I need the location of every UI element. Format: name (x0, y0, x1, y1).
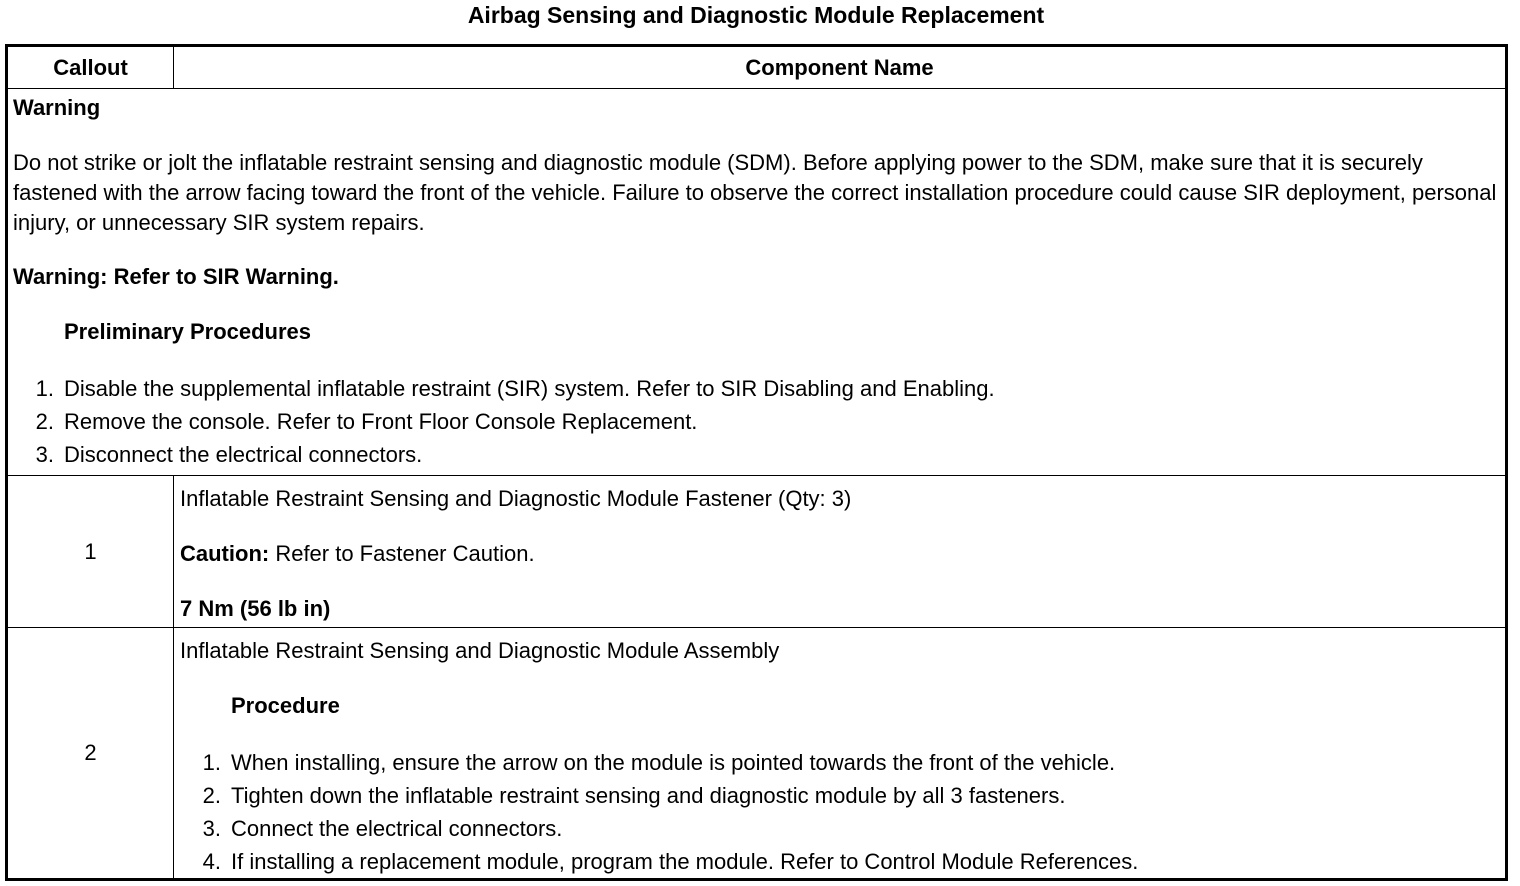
preliminary-heading: Preliminary Procedures (64, 319, 312, 344)
list-item (180, 779, 1499, 812)
callout-header: Callout (7, 46, 174, 89)
step-text: Remove the console. Refer to Front Floor Console Replacement. (64, 409, 698, 434)
caution-label: Caution: (180, 541, 270, 566)
table-header-row (7, 46, 1507, 89)
list-item (180, 812, 1499, 845)
list-item (13, 438, 1499, 471)
step-text: If installing a replacement module, program the module. Refer to Control Module References. (231, 849, 1139, 874)
callout-cell: 2 (7, 628, 174, 880)
list-item (180, 845, 1499, 878)
step-text: Disconnect the electrical connectors. (64, 442, 423, 467)
warning-refer: Warning: Refer to SIR Warning. (13, 264, 339, 289)
torque-spec: 7 Nm (56 lb in) (180, 596, 331, 621)
caution-line (180, 539, 1499, 569)
step-number: 2. (35, 409, 54, 434)
page-title: Airbag Sensing and Diagnostic Module Replacement (467, 2, 1045, 28)
component-name: Inflatable Restraint Sensing and Diagnostic Module Fastener (Qty: 3) (180, 486, 852, 511)
procedure-heading: Procedure (231, 693, 340, 718)
step-number: 1. (202, 750, 221, 775)
list-item (180, 746, 1499, 779)
step-text: Disable the supplemental inflatable restraint (SIR) system. Refer to SIR Disabling and Enabling. (64, 376, 995, 401)
step-number: 4. (202, 849, 221, 874)
callout-cell: 1 (7, 476, 174, 628)
component-name-header: Component Name (174, 46, 1507, 89)
warning-heading: Warning (13, 95, 101, 120)
warning-body: Do not strike or jolt the inflatable restraint sensing and diagnostic module (SDM). Before applying power to the SDM, make sure that it is securely fastened with the arrow facing toward the front of the vehicle. Failure to observe the correct installation procedure could cause SIR deployment, personal injury, or unnecessary SIR system repairs. (13, 150, 1497, 235)
step-number: 3. (202, 816, 221, 841)
warning-row (7, 89, 1507, 476)
step-text: Tighten down the inflatable restraint sensing and diagnostic module by all 3 fasteners. (231, 783, 1066, 808)
table-row (7, 628, 1507, 880)
component-cell (174, 476, 1507, 628)
procedure-steps (180, 746, 1499, 878)
component-table (5, 44, 1508, 881)
step-number: 1. (35, 376, 54, 401)
component-cell (174, 628, 1507, 880)
step-number: 2. (202, 783, 221, 808)
list-item (13, 405, 1499, 438)
caution-text: Refer to Fastener Caution. (269, 541, 535, 566)
table-row (7, 476, 1507, 628)
warning-cell (7, 89, 1507, 476)
step-text: When installing, ensure the arrow on the module is pointed towards the front of the vehicle. (231, 750, 1116, 775)
preliminary-steps (13, 372, 1499, 471)
component-name: Inflatable Restraint Sensing and Diagnostic Module Assembly (180, 638, 780, 663)
list-item (13, 372, 1499, 405)
step-number: 3. (35, 442, 54, 467)
step-text: Connect the electrical connectors. (231, 816, 563, 841)
